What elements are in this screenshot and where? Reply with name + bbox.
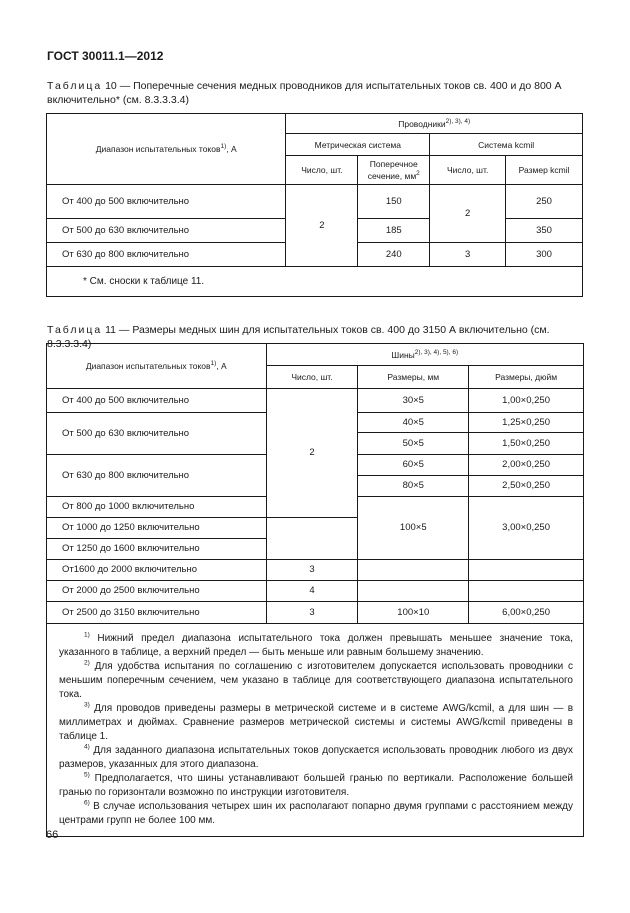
range-cell: От 500 до 630 включительно bbox=[47, 413, 267, 455]
mm-cell: 60×5 bbox=[358, 455, 469, 476]
col-header-size-kcmil: Размер kcmil bbox=[506, 156, 583, 185]
table10-caption-text: 10 — Поперечные сечения медных проводников для испытательных токов св. 400 и до 800 А включительно* (см. 8.3.3.3.4) bbox=[47, 80, 562, 106]
col-header-count-kcmil: Число, шт. bbox=[430, 156, 506, 185]
footnote: $^{4)}$ Для заданного диапазона испытательных токов допускается использовать проводник любого из двух размеров, указанных для этого диапазона. bbox=[59, 743, 573, 770]
col-header-conductors: Проводники$^{2), 3), 4)}$ bbox=[286, 114, 583, 134]
kcmil-size-cell: 250 bbox=[506, 185, 583, 219]
col-header-kcmil: Система kcmil bbox=[430, 134, 583, 156]
inch-cell bbox=[469, 560, 584, 581]
inch-cell: 6,00×0,250 bbox=[469, 602, 584, 624]
footnote: $^{2)}$ Для удобства испытания по соглашению с изготовителем допускается использовать проводники с меньшим поперечным сечением, чем указано в таблице для соответствующего диапазона испытательного тока. bbox=[59, 659, 573, 700]
mm-cell: 80×5 bbox=[358, 476, 469, 497]
table-row bbox=[47, 560, 584, 581]
footnote: $^{3)}$ Для проводов приведены размеры в метрической системе и в системе AWG/kcmil, а для шин — в миллиметрах и дюймах. Сравнение размеров метрической системы и системы AWG/kcmil приведены в таблице 1. bbox=[59, 701, 573, 742]
count-cell: 3 bbox=[266, 560, 358, 581]
count-cell: 4 bbox=[266, 581, 358, 602]
inch-cell: 1,00×0,250 bbox=[469, 389, 584, 413]
mm-cell bbox=[358, 581, 469, 602]
table10-caption-word: Таблица bbox=[47, 80, 103, 92]
range-cell: От 2000 до 2500 включительно bbox=[47, 581, 267, 602]
table-10 bbox=[46, 113, 583, 297]
col-header-count-metric: Число, шт. bbox=[286, 156, 358, 185]
range-cell: От 400 до 500 включительно bbox=[47, 185, 286, 219]
range-cell: От 500 до 630 включительно bbox=[47, 219, 286, 243]
mm-cell: 50×5 bbox=[358, 433, 469, 455]
cross-cell: 150 bbox=[358, 185, 430, 219]
col-header-metric: Метрическая система bbox=[286, 134, 430, 156]
inch-cell: 1,25×0,250 bbox=[469, 413, 584, 433]
col-header-cross-section: Поперечное сечение, $мм^2$ bbox=[358, 156, 430, 185]
page-number: 66 bbox=[46, 829, 59, 841]
table-row bbox=[47, 185, 583, 219]
range-cell: От 800 до 1000 включительно bbox=[47, 497, 267, 518]
col-header-range: Диапазон испытательных токов$^{1)}$, А bbox=[47, 114, 286, 185]
cross-cell: 240 bbox=[358, 243, 430, 267]
footnote: $^{5)}$ Предполагается, что шины устанавливают большей гранью по вертикали. Расположение большей гранью по горизонтали возможно по инструкции изготовителя. bbox=[59, 771, 573, 798]
table10-caption bbox=[47, 79, 592, 107]
col-header-count: Число, шт. bbox=[266, 366, 358, 389]
footnote: $^{1)}$ Нижний предел диапазона испытательного тока должен превышать меньшее значение тока, указанного в таблице, а верхний предел — быть меньше или равным большему значению. bbox=[59, 631, 573, 658]
inch-cell: 2,00×0,250 bbox=[469, 455, 584, 476]
range-cell: От 1000 до 1250 включительно bbox=[47, 518, 267, 539]
range-cell: От 630 до 800 включительно bbox=[47, 243, 286, 267]
count-cell: 3 bbox=[266, 602, 358, 624]
range-cell: От 630 до 800 включительно bbox=[47, 455, 267, 497]
inch-cell: 1,50×0,250 bbox=[469, 433, 584, 455]
table-row bbox=[47, 602, 584, 624]
table11-notes bbox=[47, 624, 584, 837]
kcmil-size-cell: 300 bbox=[506, 243, 583, 267]
footnote: $^{6)}$ В случае использования четырех шин их располагают попарно двумя группами с расстоянием между центрами групп не более 100 мм. bbox=[59, 799, 574, 826]
cross-cell: 185 bbox=[358, 219, 430, 243]
table-row bbox=[47, 581, 584, 602]
col-header-mm: Размеры, мм bbox=[358, 366, 469, 389]
col-header-inch: Размеры, дюйм bbox=[469, 366, 584, 389]
inch-cell: 3,00×0,250 bbox=[469, 497, 584, 560]
inch-cell: 2,50×0,250 bbox=[469, 476, 584, 497]
table11-caption-word: Таблица bbox=[47, 324, 103, 336]
inch-cell bbox=[469, 581, 584, 602]
table-11 bbox=[46, 343, 584, 837]
table10-footnote: * См. сноски к таблице 11. bbox=[47, 267, 583, 297]
range-cell: От 2500 до 3150 включительно bbox=[47, 602, 267, 624]
mm-cell: 100×10 bbox=[358, 602, 469, 624]
col-header-bars: Шины$^{2), 3), 4), 5), 6)}$ bbox=[266, 344, 583, 366]
document-header: ГОСТ 30011.1—2012 bbox=[47, 49, 164, 63]
kcmil-size-cell: 350 bbox=[506, 219, 583, 243]
range-cell: От 400 до 500 включительно bbox=[47, 389, 267, 413]
mm-cell: 100×5 bbox=[358, 497, 469, 560]
metric-count-cell: 2 bbox=[286, 185, 358, 267]
mm-cell bbox=[358, 560, 469, 581]
table11-caption-text: 11 — Размеры медных шин для испытательных токов св. 400 до 3150 А включительно (см. 8.3.3.3.4) bbox=[47, 324, 550, 350]
kcmil-count-cell: 2 bbox=[430, 185, 506, 243]
range-cell: От 1250 до 1600 включительно bbox=[47, 539, 267, 560]
mm-cell: 30×5 bbox=[358, 389, 469, 413]
range-cell: От1600 до 2000 включительно bbox=[47, 560, 267, 581]
col-header-range: Диапазон испытательных токов$^{1)}$, А bbox=[47, 344, 267, 389]
kcmil-count-cell: 3 bbox=[430, 243, 506, 267]
table-row bbox=[47, 389, 584, 413]
mm-cell: 40×5 bbox=[358, 413, 469, 433]
count-cell: 2 bbox=[266, 389, 358, 518]
